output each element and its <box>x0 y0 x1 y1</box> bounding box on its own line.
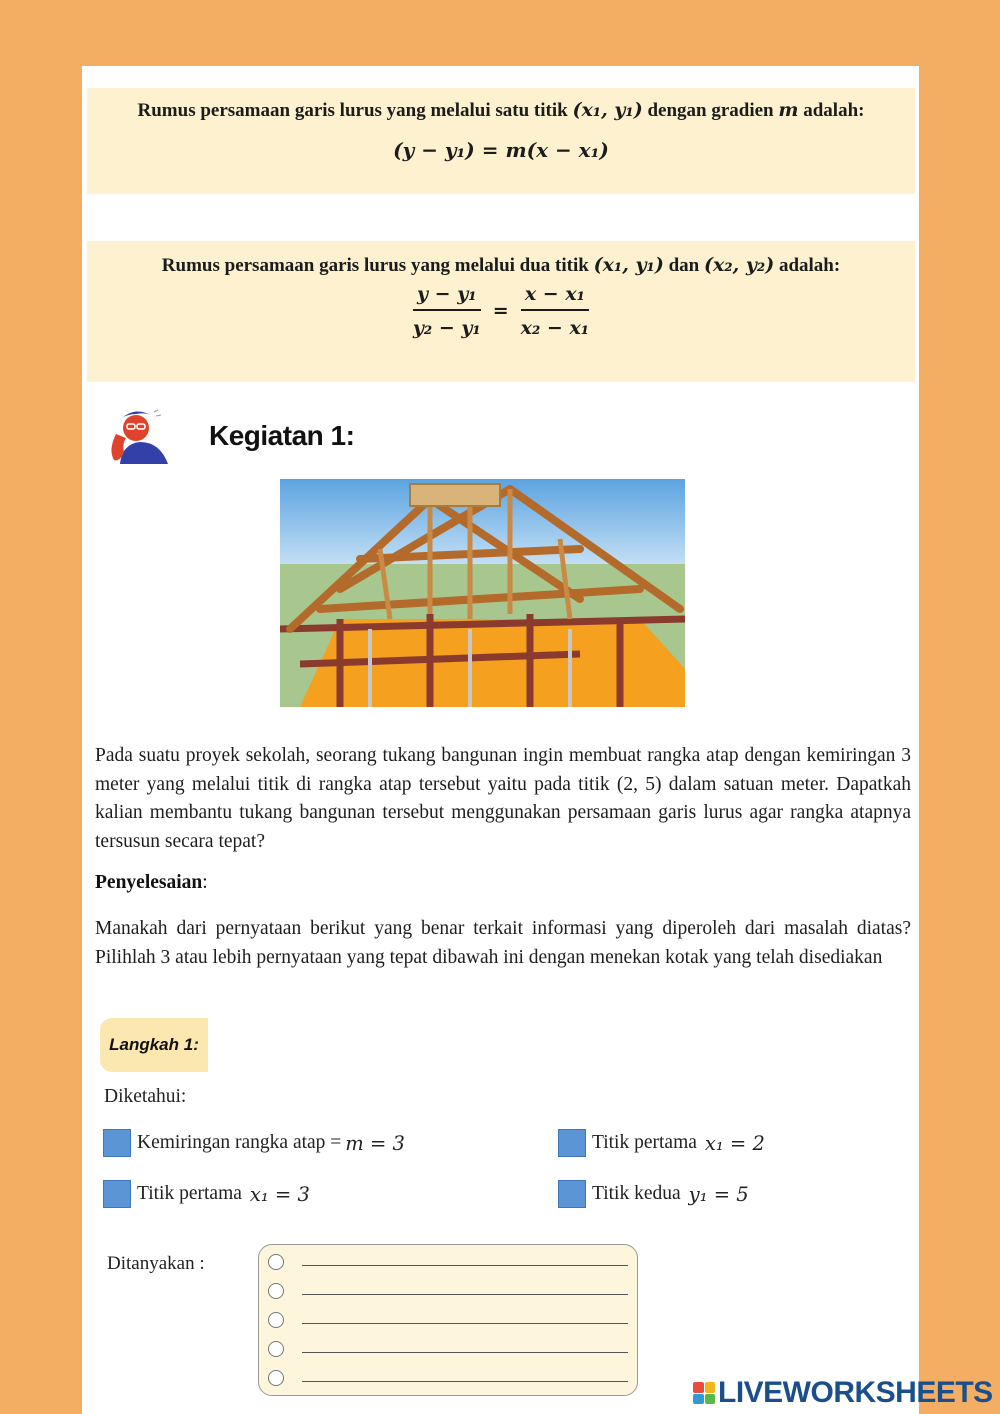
known-option-4[interactable]: Titik kedua y₁ = 5 <box>558 1180 749 1208</box>
asked-option-row[interactable] <box>268 1368 628 1388</box>
formula-box-one-point <box>87 88 915 194</box>
radio-button[interactable] <box>268 1312 284 1328</box>
formula-two-points-title: Rumus persamaan garis lurus yang melalui dua titik (x₁, y₁) dan (x₂, y₂) adalah: <box>161 254 841 276</box>
roof-frame-image <box>280 479 685 707</box>
asked-option-row[interactable] <box>268 1252 628 1272</box>
activity-title: Kegiatan 1: <box>209 420 355 451</box>
radio-button[interactable] <box>268 1254 284 1270</box>
radio-button[interactable] <box>268 1370 284 1386</box>
option-checkbox[interactable] <box>103 1180 131 1208</box>
asked-option-row[interactable] <box>268 1281 628 1301</box>
asked-option-row[interactable] <box>268 1310 628 1330</box>
problem-statement: Pada suatu proyek sekolah, seorang tukang bangunan ingin membuat rangka atap dengan kemiringan 3 meter yang melalui titik di rangka atap tersebut yaitu pada titik (2, 5) dalam satuan meter. Dapatkah kalian membantu tukang bangunan tersebut menggunakan persamaan garis lurus agar rangka atapnya tersusun secara tepat? <box>95 745 911 852</box>
thinking-person-illustration <box>100 404 172 470</box>
asked-label: Ditanyakan : <box>107 1253 205 1274</box>
asked-option-row[interactable] <box>268 1339 628 1359</box>
known-option-1[interactable]: Kemiringan rangka atap = m = 3 <box>103 1129 405 1157</box>
formula-box-two-points <box>87 241 915 382</box>
radio-button[interactable] <box>268 1341 284 1357</box>
step-label: Langkah 1: <box>100 1018 208 1072</box>
answer-line <box>302 1294 628 1295</box>
liveworksheets-logo[interactable]: LIVEWORKSHEETS <box>693 1376 993 1410</box>
option-checkbox[interactable] <box>558 1180 586 1208</box>
known-option-3[interactable]: Titik pertama x₁ = 3 <box>103 1180 310 1208</box>
answer-line <box>302 1265 628 1266</box>
answer-line <box>302 1352 628 1353</box>
formula-two-points-equation: $\frac{\text{y − y₁}}{\text{y₂ − y₁}}$ = $\frac{\text{x − x₁}}{\text{x₂ − x₁}}$ <box>87 283 915 339</box>
known-option-2[interactable]: Titik pertama x₁ = 2 <box>558 1129 765 1157</box>
liveworksheets-logo-icon <box>693 1382 715 1404</box>
option-checkbox[interactable] <box>103 1129 131 1157</box>
rhs-fraction: $\frac{\text{x − x₁}}{\text{x₂ − x₁}}$ <box>520 283 590 339</box>
known-label: Diketahui: <box>104 1086 187 1107</box>
formula-one-point-title: Rumus persamaan garis lurus yang melalui satu titik (x₁, y₁) dengan gradien m adalah: <box>137 99 865 121</box>
formula-one-point-equation: (y − y₁) = m(x − x₁) <box>393 138 609 162</box>
option-checkbox[interactable] <box>558 1129 586 1157</box>
question-instruction: Manakah dari pernyataan berikut yang benar terkait informasi yang diperoleh dari masalah diatas? Pilihlah 3 atau lebih pernyataan yang tepat dibawah ini dengan menekan kotak yang telah disediakan <box>95 918 911 968</box>
asked-answer-panel <box>258 1244 638 1396</box>
lhs-fraction: $\frac{\text{y − y₁}}{\text{y₂ − y₁}}$ <box>412 283 481 339</box>
solution-heading: Penyelesaian: <box>95 872 208 893</box>
answer-line <box>302 1381 628 1382</box>
answer-line <box>302 1323 628 1324</box>
radio-button[interactable] <box>268 1283 284 1299</box>
